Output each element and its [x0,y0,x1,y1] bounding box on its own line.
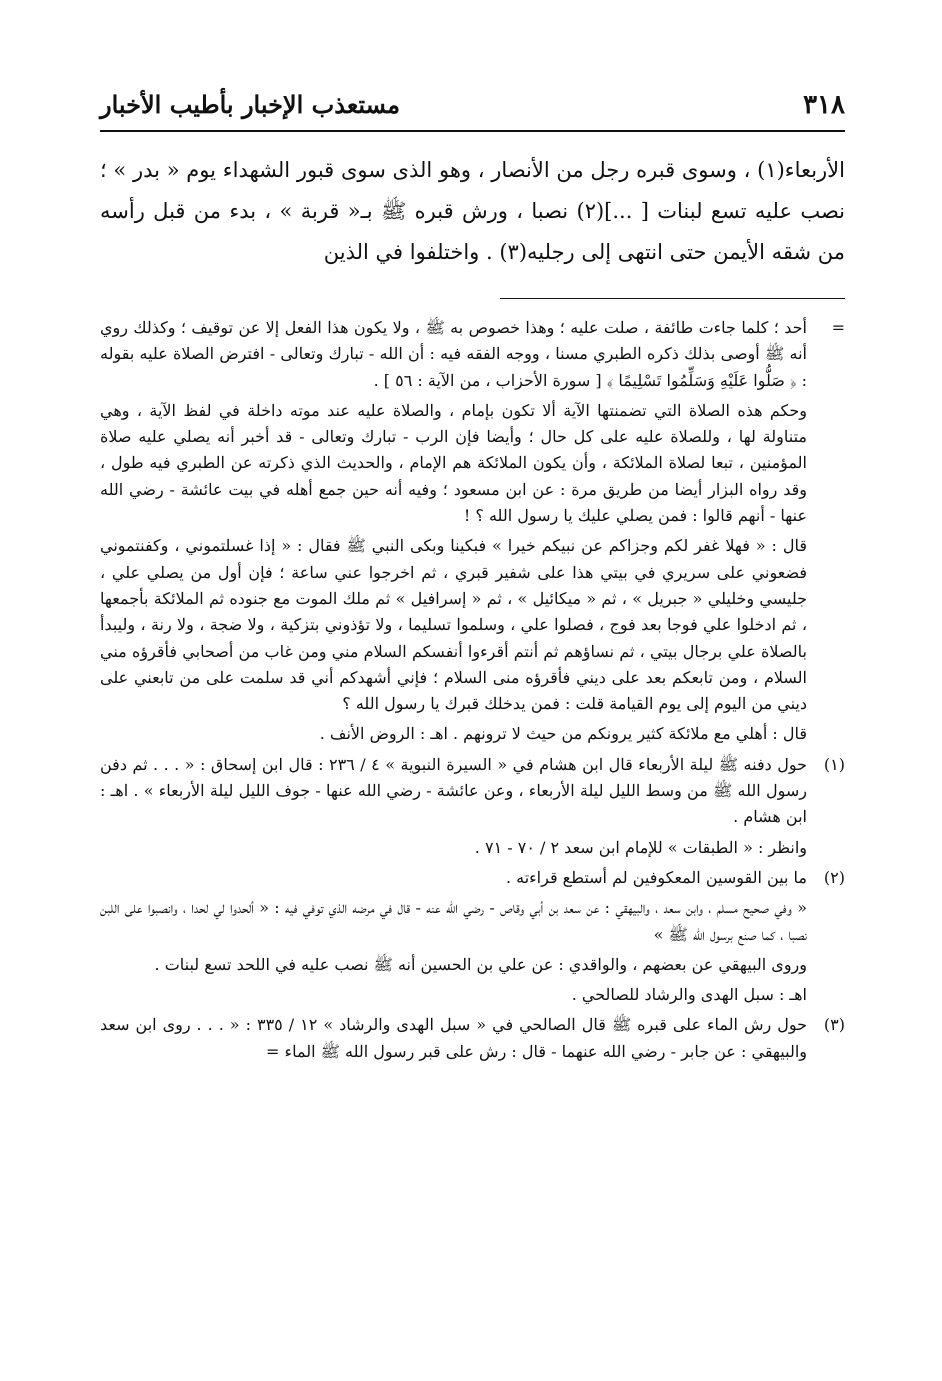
page-number: ٣١٨ [803,90,845,120]
footnote-body [100,1012,807,1069]
footnote-paragraph: وانظر : « الطبقات » للإمام ابن سعد ٢ / ٧٠ - ٧١ . [474,837,807,857]
footnote-paragraph: اهـ : سبل الهدى والرشاد للصالحي . [571,985,807,1005]
footnote-2 [100,865,845,1012]
footnote-continuation [100,315,845,752]
footnote-separator [500,298,845,299]
footnote-paragraph: وروى البيهقي عن بعضهم ، والواقدي : عن علي بن الحسين أنه ﷺ نصب عليه في اللحد تسع لبنات . [154,954,807,974]
footnote-paragraph: ما بين القوسين المعكوفين لم أستطع قراءته . [505,867,807,887]
footnote-paragraph: قال : أهلي مع ملائكة كثير يرونكم من حيث لا ترونهم . اهـ : الروض الأنف . [319,724,807,744]
page-header [100,86,845,132]
footnote-paragraph: قال : « فهلا غفر لكم وجزاكم عن نبيكم خيرا » فبكينا وبكى النبي ﷺ فقال : « إذا غسلتموني ، وكفنتموني فضعوني على سريري في بيتي هذا على شفير قبري ، ثم اخرجوا عني ساعة ؛ فإن أول من يصلي علي ، جليسي وخليلي « جبريل » ، ثم « ميكائيل » ، ثم « إسرافيل » ثم ملك الموت مع جنوده ثم الملائكة بأجمعها ، ثم ادخلوا علي فوجا بعد فوج ، فصلوا علي ، وسلموا تسليما ، ولا تؤذوني بتزكية ، ولا ضجة ، ولا رنة ، وليبدأ بالصلاة علي برجال بيتي ، ثم نساؤهم ثم أنتم أقرءوا أنفسكم السلام مني ومن غاب من أصحابي فأقرؤه مني السلام ، ومن تابعكم بعد على ديني فأقرؤه منى السلام ؛ فإني أشهدكم أني قد سلمت على من تابعني على ديني من اليوم إلى يوم القيامة قلت : فمن يدخلك قبرك يا رسول الله ؟ [100,536,808,714]
footnote-paragraph: وحكم هذه الصلاة التي تضمنتها الآية ألا تكون بإمام ، والصلاة عليه عند موته داخلة في لفظ الآية ، وهي متناولة لها ، وللصلاة عليه على كل حال ؛ وأيضا فإن الرب - تبارك وتعالى - قد أخبر أنه يصلي عليه صلاة المؤمنين ، تبعا لصلاة الملائكة ، وأن يكون الملائكة هم الإمام ، والحديث الذي ذكرته عن الطبري فيه طول ، وقد رواه البزار أيضا من طريق مرة : عن ابن مسعود ؛ وفيه أنه حين جمع أهله في بيت عائشة - رضي الله عنها - أنهم قالوا : فمن يصلي عليك يا رسول الله ؟ ! [100,400,807,526]
footnote-marker: (٣) [823,1015,845,1035]
footnote-paragraph: أحد ؛ كلما جاءت طائفة ، صلت عليه ؛ وهذا خصوص به ﷺ ، ولا يكون هذا الفعل إلا عن توقيف ؛ وكذلك روي أنه ﷺ أوصى بذلك ذكره الطبري مسنا ، ووجه الفقه فيه : أن الله - تبارك وتعالى - افترض الصلاة عليه بقوله : ﴿ صَلُّوا عَلَيْهِ وَسَلِّمُوا تَسْلِيمًا ﴾ [ سورة الأحزاب ، من الآية : ٥٦ ] . [100,318,808,390]
footnote-3 [100,1012,845,1069]
continuation-body [100,315,807,752]
footnote-body [100,865,807,1012]
footnote-marker: (١) [823,754,845,774]
continuation-marker: = [831,318,845,337]
footnote-body [100,752,807,865]
main-paragraph: الأربعاء(١) ، وسوى قبره رجل من الأنصار ، وهو الذى سوى قبور الشهداء يوم « بدر » ؛ نصب عليه تسع لبنات [ ...](٢) نصبا ، ورش قبره ﷺ بـ« قربة » ، بدء من قبل رأسه من شقه الأيمن حتى انتهى إلى رجليه(٣) . واختلفوا في الذين [100,158,846,264]
footnotes [100,315,845,1069]
footnote-marker: (٢) [823,867,845,887]
footnote-paragraph: حول رش الماء على قبره ﷺ قال الصالحي في « سبل الهدى والرشاد » ١٢ / ٣٣٥ : « . . . روى ابن سعد والبيهقي : عن جابر - رضي الله عنهما - قال : رش على قبر رسول الله ﷺ الماء = [100,1015,808,1061]
main-text [100,150,845,273]
footnote-1 [100,752,845,865]
running-title: مستعذب الإخبار بأطيب الأخبار [100,90,400,119]
footnote-paragraph: « وفي صحيح مسلم ، وابن سعد ، والبيهقي : عن سعد بن أبي وقاص - رضي الله عنه - قال في مرضه الذي توفي فيه : « ألحدوا لي لحدا ، وانصبوا على اللبن نصبا ، كما صنع برسول الله ﷺ » [100,898,807,944]
footnote-paragraph: حول دفنه ﷺ ليلة الأربعاء قال ابن هشام في « السيرة النبوية » ٤ / ٢٣٦ : قال ابن إسحاق : « . . . ثم دفن رسول الله ﷺ من وسط الليل ليلة الأربعاء ، وعن عائشة - رضي الله عنها - جوف الليل ليلة الأربعاء » . اهـ : ابن هشام . [100,754,808,827]
